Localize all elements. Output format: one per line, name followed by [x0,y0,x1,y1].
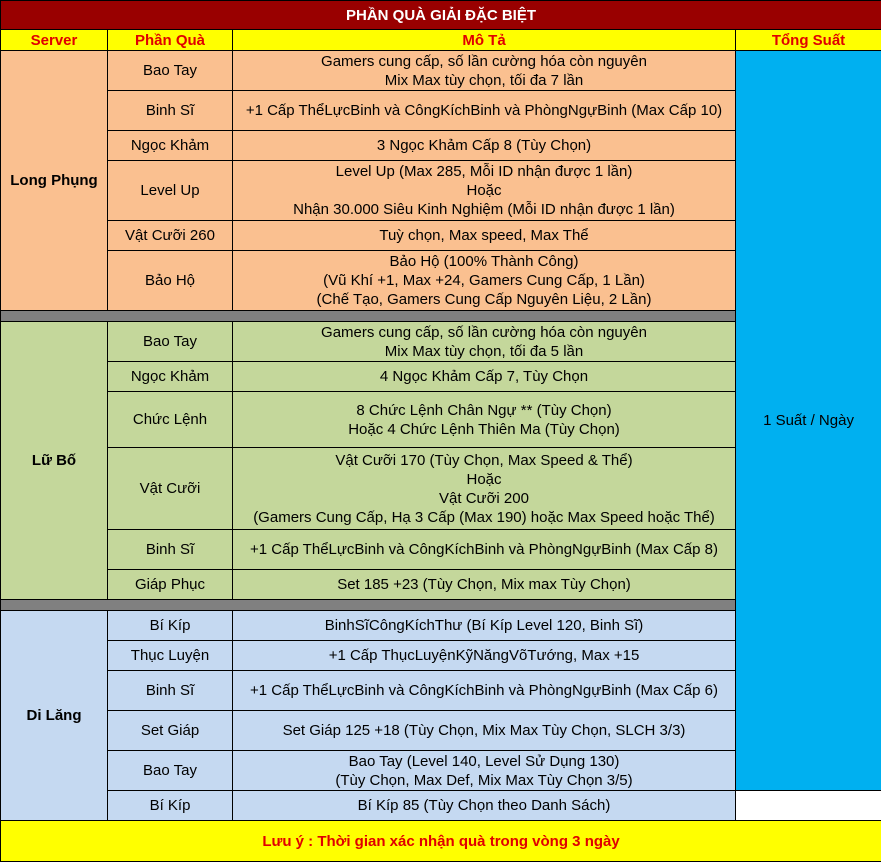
total-cell: 1 Suất / Ngày [736,51,881,791]
description-cell: 4 Ngọc Khảm Cấp 7, Tùy Chọn [233,362,736,392]
server-di-lang: Di Lăng [1,611,108,821]
description-cell: BinhSĩCôngKíchThư (Bí Kíp Level 120, Binh Sĩ) [233,611,736,641]
gift-cell: Vật Cưỡi [108,448,233,530]
header-description: Mô Tả [233,30,736,51]
description-cell: Gamers cung cấp, số lần cường hóa còn nguyên Mix Max tùy chọn, tối đa 7 lần [233,51,736,91]
gift-cell: Bí Kíp [108,791,233,821]
table-title: PHẦN QUÀ GIẢI ĐẶC BIỆT [1,1,881,30]
description-cell: Set Giáp 125 +18 (Tùy Chọn, Mix Max Tùy Chọn, SLCH 3/3) [233,711,736,751]
description-cell: 3 Ngọc Khảm Cấp 8 (Tùy Chọn) [233,131,736,161]
gift-cell: Level Up [108,161,233,221]
description-cell: 8 Chức Lệnh Chân Ngự ** (Tùy Chọn) Hoặc 4 Chức Lệnh Thiên Ma (Tùy Chọn) [233,392,736,448]
description-cell: Gamers cung cấp, số lần cường hóa còn nguyên Mix Max tùy chọn, tối đa 5 lần [233,322,736,362]
description-cell: +1 Cấp ThểLựcBinh và CôngKíchBinh và PhòngNgựBinh (Max Cấp 10) [233,91,736,131]
gift-cell: Ngọc Khảm [108,131,233,161]
gift-cell: Vật Cưỡi 260 [108,221,233,251]
description-cell: +1 Cấp ThểLựcBinh và CôngKíchBinh và PhòngNgựBinh (Max Cấp 8) [233,530,736,570]
note-footer: Lưu ý : Thời gian xác nhận quà trong vòng 3 ngày [1,821,881,862]
gift-cell: Set Giáp [108,711,233,751]
gift-cell: Bao Tay [108,322,233,362]
gift-cell: Giáp Phục [108,570,233,600]
description-cell: Set 185 +23 (Tùy Chọn, Mix max Tùy Chọn) [233,570,736,600]
gift-cell: Thục Luyện [108,641,233,671]
description-cell: Bí Kíp 85 (Tùy Chọn theo Danh Sách) [233,791,736,821]
gift-cell: Binh Sĩ [108,671,233,711]
gift-cell: Chức Lệnh [108,392,233,448]
server-lu-bo: Lữ Bố [1,322,108,600]
server-long-phung: Long Phụng [1,51,108,311]
description-cell: Vật Cưỡi 170 (Tùy Chọn, Max Speed & Thể) Hoặc Vật Cưỡi 200 (Gamers Cung Cấp, Hạ 3 Cấp (Max 190) hoặc Max Speed hoặc Thể) [233,448,736,530]
header-gift: Phần Quà [108,30,233,51]
description-cell: Level Up (Max 285, Mỗi ID nhận được 1 lần) Hoặc Nhận 30.000 Siêu Kinh Nghiệm (Mỗi ID nhận được 1 lần) [233,161,736,221]
description-cell: Tuỳ chọn, Max speed, Max Thể [233,221,736,251]
gift-cell: Bao Tay [108,51,233,91]
description-cell: +1 Cấp ThụcLuyệnKỹNăngVõTướng, Max +15 [233,641,736,671]
gift-cell: Bảo Hộ [108,251,233,311]
gift-cell: Binh Sĩ [108,91,233,131]
gift-cell: Bí Kíp [108,611,233,641]
description-cell: +1 Cấp ThểLựcBinh và CôngKíchBinh và PhòngNgựBinh (Max Cấp 6) [233,671,736,711]
gift-cell: Bao Tay [108,751,233,791]
header-total: Tổng Suất [736,30,881,51]
description-cell: Bao Tay (Level 140, Level Sử Dụng 130) (Tùy Chọn, Max Def, Mix Max Tùy Chọn 3/5) [233,751,736,791]
gift-cell: Ngọc Khảm [108,362,233,392]
gift-cell: Binh Sĩ [108,530,233,570]
description-cell: Bảo Hộ (100% Thành Công) (Vũ Khí +1, Max +24, Gamers Cung Cấp, 1 Lần) (Chế Tạo, Gamers Cung Cấp Nguyên Liệu, 2 Lần) [233,251,736,311]
header-server: Server [1,30,108,51]
